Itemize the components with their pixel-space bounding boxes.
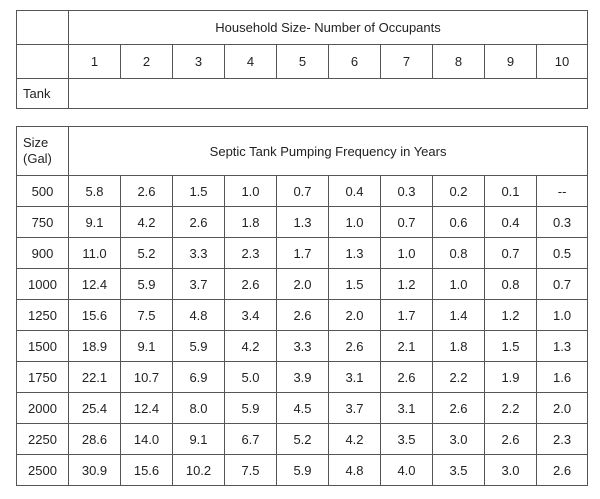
frequency-cell: 2.6 bbox=[433, 393, 485, 424]
occupant-count-cell: 1 bbox=[69, 45, 121, 79]
frequency-cell: 2.6 bbox=[329, 331, 381, 362]
frequency-cell: 3.1 bbox=[381, 393, 433, 424]
occupant-count-cell: 10 bbox=[537, 45, 588, 79]
frequency-cell: 0.5 bbox=[537, 238, 588, 269]
frequency-cell: 0.8 bbox=[433, 238, 485, 269]
frequency-cell: 2.6 bbox=[537, 455, 588, 486]
frequency-cell: 0.7 bbox=[537, 269, 588, 300]
occupant-count-cell: 5 bbox=[277, 45, 329, 79]
table-row bbox=[17, 238, 588, 269]
frequency-cell: 8.0 bbox=[173, 393, 225, 424]
frequency-cell: 1.2 bbox=[381, 269, 433, 300]
frequency-cell: 4.2 bbox=[121, 207, 173, 238]
frequency-cell: 2.2 bbox=[485, 393, 537, 424]
frequency-cell: 9.1 bbox=[69, 207, 121, 238]
frequency-cell: 1.5 bbox=[329, 269, 381, 300]
tank-size-cell: 900 bbox=[17, 238, 69, 269]
tank-size-cell: 1000 bbox=[17, 269, 69, 300]
frequency-cell: 5.8 bbox=[69, 176, 121, 207]
frequency-cell: 0.4 bbox=[485, 207, 537, 238]
occupant-count-cell: 2 bbox=[121, 45, 173, 79]
frequency-cell: 2.6 bbox=[277, 300, 329, 331]
frequency-cell: 7.5 bbox=[225, 455, 277, 486]
frequency-cell: 1.5 bbox=[485, 331, 537, 362]
frequency-cell: 4.2 bbox=[329, 424, 381, 455]
frequency-cell: 1.0 bbox=[433, 269, 485, 300]
frequency-cell: 9.1 bbox=[121, 331, 173, 362]
frequency-cell: 1.7 bbox=[381, 300, 433, 331]
frequency-cell: 30.9 bbox=[69, 455, 121, 486]
frequency-cell: 2.2 bbox=[433, 362, 485, 393]
frequency-cell: 1.0 bbox=[381, 238, 433, 269]
frequency-cell: 5.9 bbox=[121, 269, 173, 300]
table-row bbox=[17, 362, 588, 393]
frequency-cell: 2.0 bbox=[277, 269, 329, 300]
frequency-cell: 1.3 bbox=[277, 207, 329, 238]
frequency-cell: 3.9 bbox=[277, 362, 329, 393]
gal-label: (Gal) bbox=[23, 151, 52, 166]
frequency-cell: 5.2 bbox=[121, 238, 173, 269]
frequency-cell: 2.3 bbox=[225, 238, 277, 269]
frequency-cell: 0.7 bbox=[381, 207, 433, 238]
frequency-cell: 3.5 bbox=[381, 424, 433, 455]
occupant-count-cell: 4 bbox=[225, 45, 277, 79]
frequency-cell: 3.3 bbox=[277, 331, 329, 362]
frequency-cell: 28.6 bbox=[69, 424, 121, 455]
frequency-cell: 1.8 bbox=[433, 331, 485, 362]
occupant-count-cell: 7 bbox=[381, 45, 433, 79]
table-row bbox=[17, 207, 588, 238]
frequency-cell: 25.4 bbox=[69, 393, 121, 424]
frequency-cell: 2.6 bbox=[121, 176, 173, 207]
frequency-cell: 2.0 bbox=[329, 300, 381, 331]
frequency-cell: 0.3 bbox=[537, 207, 588, 238]
frequency-cell: 1.4 bbox=[433, 300, 485, 331]
frequency-cell: 1.0 bbox=[225, 176, 277, 207]
table-row bbox=[17, 424, 588, 455]
data-body bbox=[17, 176, 588, 486]
frequency-cell: 5.9 bbox=[225, 393, 277, 424]
frequency-cell: 1.7 bbox=[277, 238, 329, 269]
pumping-frequency-header: Septic Tank Pumping Frequency in Years bbox=[69, 127, 588, 176]
table-row bbox=[17, 455, 588, 486]
frequency-cell: 12.4 bbox=[121, 393, 173, 424]
frequency-cell: 7.5 bbox=[121, 300, 173, 331]
frequency-cell: 14.0 bbox=[121, 424, 173, 455]
table-row bbox=[17, 176, 588, 207]
frequency-cell: 0.2 bbox=[433, 176, 485, 207]
pumping-frequency-table bbox=[16, 126, 588, 486]
tank-size-cell: 2500 bbox=[17, 455, 69, 486]
corner-cell bbox=[17, 11, 69, 45]
table-row bbox=[17, 269, 588, 300]
household-size-table bbox=[16, 10, 588, 109]
tank-size-cell: 1500 bbox=[17, 331, 69, 362]
frequency-cell: 6.7 bbox=[225, 424, 277, 455]
frequency-cell: 1.2 bbox=[485, 300, 537, 331]
frequency-cell: 5.9 bbox=[277, 455, 329, 486]
table-row bbox=[17, 300, 588, 331]
frequency-cell: 18.9 bbox=[69, 331, 121, 362]
table-row bbox=[17, 393, 588, 424]
frequency-cell: 1.5 bbox=[173, 176, 225, 207]
frequency-cell: 1.9 bbox=[485, 362, 537, 393]
tank-size-cell: 500 bbox=[17, 176, 69, 207]
frequency-cell: 1.0 bbox=[537, 300, 588, 331]
frequency-cell: 2.3 bbox=[537, 424, 588, 455]
frequency-cell: 3.1 bbox=[329, 362, 381, 393]
tank-blank-cell bbox=[69, 79, 588, 109]
frequency-cell: 10.2 bbox=[173, 455, 225, 486]
frequency-cell: -- bbox=[537, 176, 588, 207]
frequency-cell: 2.0 bbox=[537, 393, 588, 424]
tank-label: Tank bbox=[17, 79, 69, 109]
frequency-cell: 12.4 bbox=[69, 269, 121, 300]
frequency-cell: 4.5 bbox=[277, 393, 329, 424]
occupant-count-cell: 3 bbox=[173, 45, 225, 79]
frequency-cell: 4.2 bbox=[225, 331, 277, 362]
frequency-cell: 3.7 bbox=[329, 393, 381, 424]
frequency-cell: 3.5 bbox=[433, 455, 485, 486]
frequency-cell: 0.1 bbox=[485, 176, 537, 207]
frequency-cell: 0.3 bbox=[381, 176, 433, 207]
occupant-count-cell: 6 bbox=[329, 45, 381, 79]
frequency-cell: 3.3 bbox=[173, 238, 225, 269]
frequency-cell: 5.9 bbox=[173, 331, 225, 362]
size-label: Size bbox=[23, 135, 49, 150]
tank-size-cell: 1250 bbox=[17, 300, 69, 331]
frequency-cell: 4.8 bbox=[173, 300, 225, 331]
frequency-cell: 1.6 bbox=[537, 362, 588, 393]
frequency-cell: 3.7 bbox=[173, 269, 225, 300]
frequency-cell: 4.8 bbox=[329, 455, 381, 486]
frequency-cell: 0.8 bbox=[485, 269, 537, 300]
blank-cell bbox=[17, 45, 69, 79]
frequency-cell: 1.8 bbox=[225, 207, 277, 238]
household-size-header: Household Size- Number of Occupants bbox=[69, 11, 588, 45]
frequency-cell: 0.6 bbox=[433, 207, 485, 238]
frequency-cell: 1.3 bbox=[329, 238, 381, 269]
tank-size-cell: 2000 bbox=[17, 393, 69, 424]
frequency-cell: 3.4 bbox=[225, 300, 277, 331]
size-gal-label bbox=[17, 127, 69, 176]
frequency-cell: 1.0 bbox=[329, 207, 381, 238]
occupant-count-cell: 9 bbox=[485, 45, 537, 79]
frequency-cell: 0.4 bbox=[329, 176, 381, 207]
frequency-cell: 15.6 bbox=[69, 300, 121, 331]
frequency-cell: 15.6 bbox=[121, 455, 173, 486]
frequency-cell: 2.6 bbox=[225, 269, 277, 300]
frequency-cell: 3.0 bbox=[433, 424, 485, 455]
frequency-cell: 5.2 bbox=[277, 424, 329, 455]
frequency-cell: 2.6 bbox=[173, 207, 225, 238]
frequency-cell: 9.1 bbox=[173, 424, 225, 455]
frequency-cell: 6.9 bbox=[173, 362, 225, 393]
frequency-cell: 2.6 bbox=[485, 424, 537, 455]
occupants-row bbox=[17, 45, 588, 79]
frequency-cell: 0.7 bbox=[485, 238, 537, 269]
table-row bbox=[17, 331, 588, 362]
frequency-cell: 22.1 bbox=[69, 362, 121, 393]
frequency-cell: 10.7 bbox=[121, 362, 173, 393]
frequency-cell: 5.0 bbox=[225, 362, 277, 393]
tank-size-cell: 750 bbox=[17, 207, 69, 238]
frequency-cell: 2.1 bbox=[381, 331, 433, 362]
tank-size-cell: 2250 bbox=[17, 424, 69, 455]
frequency-cell: 0.7 bbox=[277, 176, 329, 207]
occupant-count-cell: 8 bbox=[433, 45, 485, 79]
frequency-cell: 2.6 bbox=[381, 362, 433, 393]
frequency-cell: 11.0 bbox=[69, 238, 121, 269]
frequency-cell: 3.0 bbox=[485, 455, 537, 486]
tank-size-cell: 1750 bbox=[17, 362, 69, 393]
frequency-cell: 4.0 bbox=[381, 455, 433, 486]
frequency-cell: 1.3 bbox=[537, 331, 588, 362]
